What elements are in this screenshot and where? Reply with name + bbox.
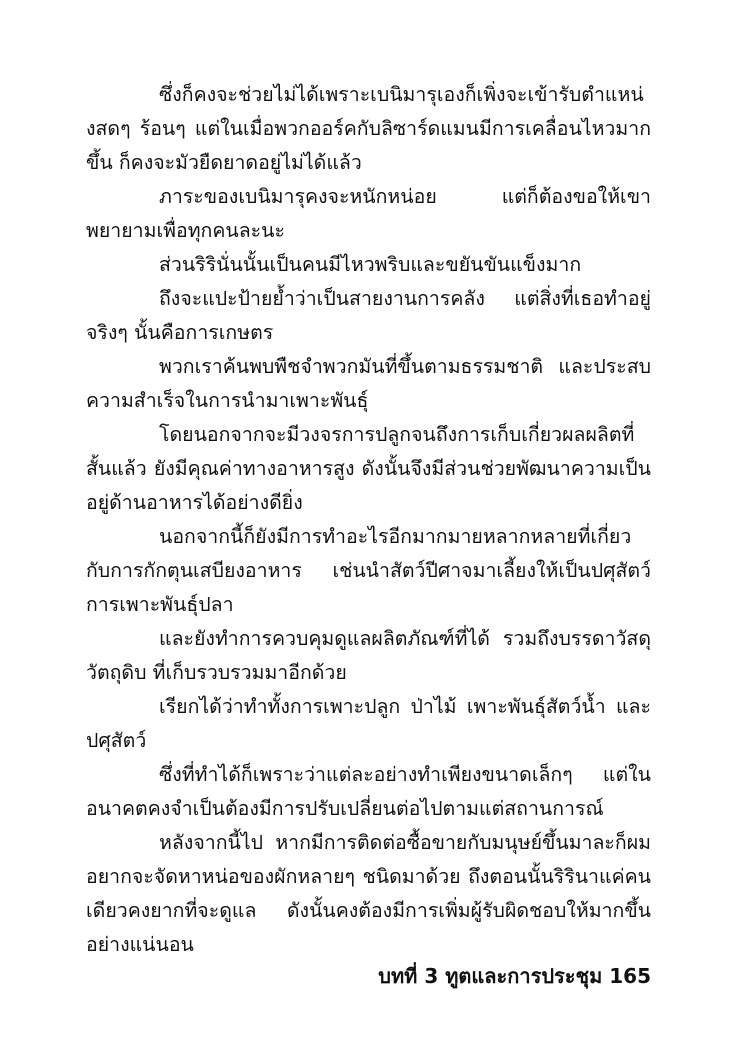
paragraph: ส่วนริรินั่นนั้นเป็นคนมีไหวพริบและขยันขันแข็งมาก <box>159 253 582 276</box>
paragraph: ภาระของเบนิมารุคงจะหนักหน่อย แต่ก็ต้องขอให้เขาพยายามเพื่อทุกคนละนะ <box>86 185 651 242</box>
page-body <box>86 78 651 962</box>
paragraph: ซึ่งที่ทำได้ก็เพราะว่าแต่ละอย่างทำเพียงขนาดเล็กๆ แต่ในอนาคตคงจำเป็นต้องมีการปรับเปลี่ยนต่อไปตามแต่สถานการณ์ <box>86 763 651 820</box>
paragraph: ถึงจะแปะป้ายย้ำว่าเป็นสายงานการคลัง แต่สิ่งที่เธอทำอยู่จริงๆ นั้นคือการเกษตร <box>86 287 651 344</box>
paragraph: หลังจากนี้ไป หากมีการติดต่อซื้อขายกับมนุษย์ขึ้นมาละก็ผมอยากจะจัดหาหน่อของผักหลายๆ ชนิดมาด้วย ถึงตอนนั้นริรินาแค่คนเดียวคงยากที่จะดูแล ดังนั้นคงต้องมีการเพิ่มผู้รับผิดชอบให้มากขึ้นอย่างแน่นอน <box>86 831 651 956</box>
paragraph: โดยนอกจากจะมีวงจรการปลูกจนถึงการเก็บเกี่ยวผลผลิตที่สั้นแล้ว ยังมีคุณค่าทางอาหารสูง ดังนั้นจึงมีส่วนช่วยพัฒนาความเป็นอยู่ด้านอาหารได้อย่างดียิ่ง <box>86 423 651 514</box>
page-footer <box>378 960 651 992</box>
paragraph: ซึ่งก็คงจะช่วยไม่ได้เพราะเบนิมารุเองก็เพิ่งจะเข้ารับตำแหน่งสดๆ ร้อนๆ แต่ในเมื่อพวกออร์คกับลิซาร์ดแมนมีการเคลื่อนไหวมากขึ้น ก็คงจะมัวยืดยาดอยู่ไม่ได้แล้ว <box>86 83 651 174</box>
paragraph: และยังทำการควบคุมดูแลผลิตภัณฑ์ที่ได้ รวมถึงบรรดาวัสดุวัตถุดิบ ที่เก็บรวบรวมมาอีกด้วย <box>86 627 651 684</box>
paragraph: นอกจากนี้ก็ยังมีการทำอะไรอีกมากมายหลากหลายที่เกี่ยวกับการกักตุนเสบียงอาหาร เช่นนำสัตว์ปีศาจมาเลี้ยงให้เป็นปศุสัตว์ การเพาะพันธุ์ปลา <box>86 525 651 616</box>
chapter-title: บทที่ 3 ทูตและการประชุม <box>378 964 603 988</box>
paragraph: เรียกได้ว่าทำทั้งการเพาะปลูก ป่าไม้ เพาะพันธุ์สัตว์น้ำ และปศุสัตว์ <box>86 695 651 752</box>
page-number: 165 <box>609 964 651 988</box>
paragraph: พวกเราค้นพบพืชจำพวกมันที่ขึ้นตามธรรมชาติ และประสบความสำเร็จในการนำมาเพาะพันธุ์ <box>86 355 651 412</box>
